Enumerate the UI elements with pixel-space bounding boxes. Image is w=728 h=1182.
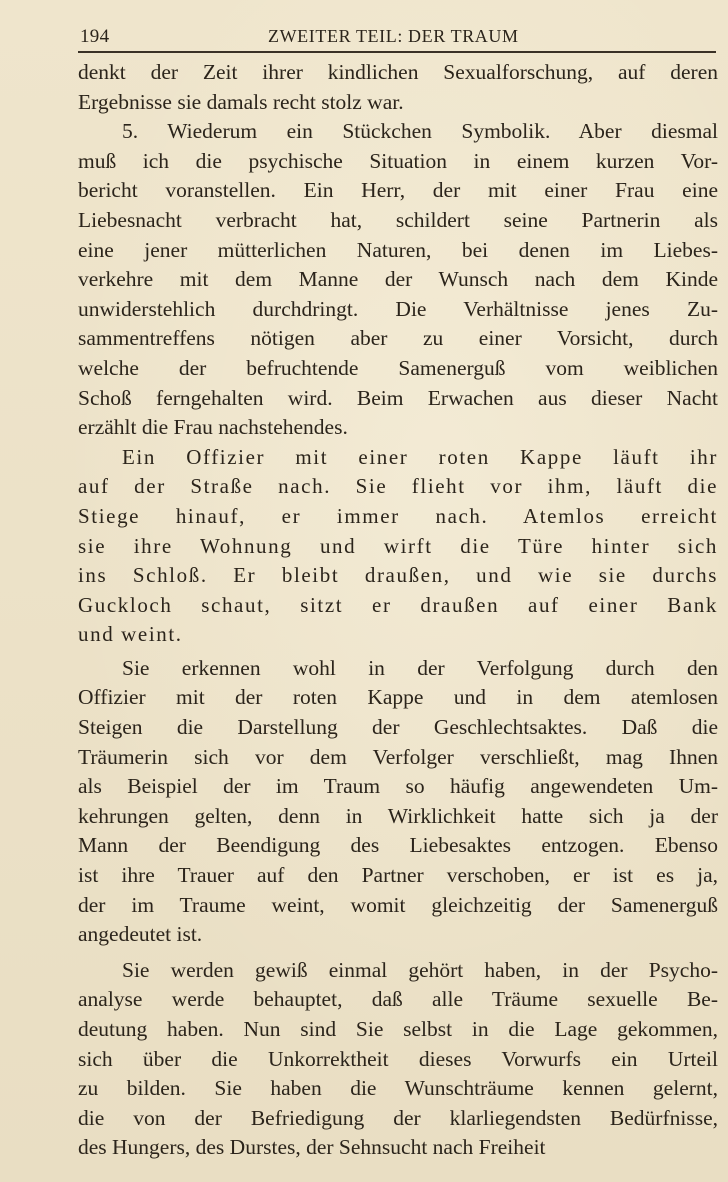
dream-paragraph bbox=[78, 443, 718, 650]
body-text bbox=[78, 58, 718, 1163]
text-line: erzählt die Frau nachstehendes. bbox=[78, 415, 348, 440]
text-line: Schoß ferngehalten wird. Beim Erwachen aus dieser Nacht bbox=[78, 385, 718, 410]
text-line: der im Traume weint, womit gleichzeitig der Samenerguß bbox=[78, 892, 718, 917]
text-line: Sie erkennen wohl in der Verfolgung durch den bbox=[122, 655, 718, 680]
text-line: denkt der Zeit ihrer kindlichen Sexualforschung, auf deren bbox=[78, 60, 718, 84]
text-line: sammentreffens nötigen aber zu einer Vorsicht, durch bbox=[78, 326, 718, 351]
text-line: Mann der Beendigung des Liebesaktes entzogen. Ebenso bbox=[78, 833, 718, 858]
text-line: muß ich die psychische Situation in einem kurzen Vor- bbox=[78, 148, 718, 173]
text-line: Sie werden gewiß einmal gehört haben, in der Psycho- bbox=[122, 957, 718, 982]
text-line: Stiege hinauf, er immer nach. Atemlos erreicht bbox=[78, 503, 718, 528]
running-head: ZWEITER TEIL: DER TRAUM bbox=[268, 26, 519, 46]
text-line: Steigen die Darstellung der Geschlechtsaktes. Daß die bbox=[78, 715, 718, 740]
text-line: sie ihre Wohnung und wirft die Türe hinter sich bbox=[78, 533, 718, 558]
text-line: Träumerin sich vor dem Verfolger verschließt, mag Ihnen bbox=[78, 744, 718, 769]
text-line: Guckloch schaut, sitzt er draußen auf einer Bank bbox=[78, 592, 718, 617]
text-line: eine jener mütterlichen Naturen, bei denen im Liebes- bbox=[78, 237, 718, 262]
text-line: ins Schloß. Er bleibt draußen, und wie sie durchs bbox=[78, 563, 718, 588]
text-line: 5. Wiederum ein Stückchen Symbolik. Aber diesmal bbox=[122, 119, 718, 144]
text-line: des Hungers, des Durstes, der Sehnsucht nach Freiheit bbox=[78, 1135, 546, 1160]
paragraph bbox=[78, 117, 718, 443]
text-line: und weint. bbox=[78, 622, 183, 647]
text-line: kehrungen gelten, denn in Wirklichkeit hatte sich ja der bbox=[78, 803, 718, 828]
text-line: deutung haben. Nun sind Sie selbst in die Lage gekommen, bbox=[78, 1017, 718, 1041]
text-line: auf der Straße nach. Sie flieht vor ihm, läuft die bbox=[78, 474, 718, 499]
text-line: Ergebnisse sie damals recht stolz war. bbox=[78, 89, 404, 114]
page-header bbox=[78, 22, 714, 50]
text-line: Ein Offizier mit einer roten Kappe läuft ihr bbox=[122, 444, 718, 469]
text-line: als Beispiel der im Traum so häufig angewendeten Um- bbox=[78, 774, 718, 799]
text-line: verkehre mit dem Manne der Wunsch nach dem Kinde bbox=[78, 267, 718, 292]
paragraph bbox=[78, 58, 718, 117]
text-line: ist ihre Trauer auf den Partner verschoben, er ist es ja, bbox=[78, 863, 718, 888]
text-line: unwiderstehlich durchdringt. Die Verhältnisse jenes Zu- bbox=[78, 296, 718, 321]
text-line: Liebesnacht verbracht hat, schildert seine Partnerin als bbox=[78, 207, 718, 232]
paragraph bbox=[78, 956, 718, 1163]
text-line: die von der Befriedigung der klarliegendsten Bedürfnisse, bbox=[78, 1105, 718, 1130]
page-number: 194 bbox=[80, 26, 110, 47]
text-line: angedeutet ist. bbox=[78, 922, 203, 947]
text-line: Offizier mit der roten Kappe und in dem atemlosen bbox=[78, 685, 718, 710]
text-line: zu bilden. Sie haben die Wunschträume kennen gelernt, bbox=[78, 1076, 718, 1101]
text-line: analyse werde behauptet, daß alle Träume sexuelle Be- bbox=[78, 987, 718, 1012]
text-line: welche der befruchtende Samenerguß vom weiblichen bbox=[78, 355, 718, 380]
text-line: bericht voranstellen. Ein Herr, der mit einer Frau eine bbox=[78, 178, 718, 203]
paragraph bbox=[78, 654, 718, 950]
text-line: sich über die Unkorrektheit dieses Vorwurfs ein Urteil bbox=[78, 1046, 718, 1071]
header-rule bbox=[78, 51, 716, 53]
